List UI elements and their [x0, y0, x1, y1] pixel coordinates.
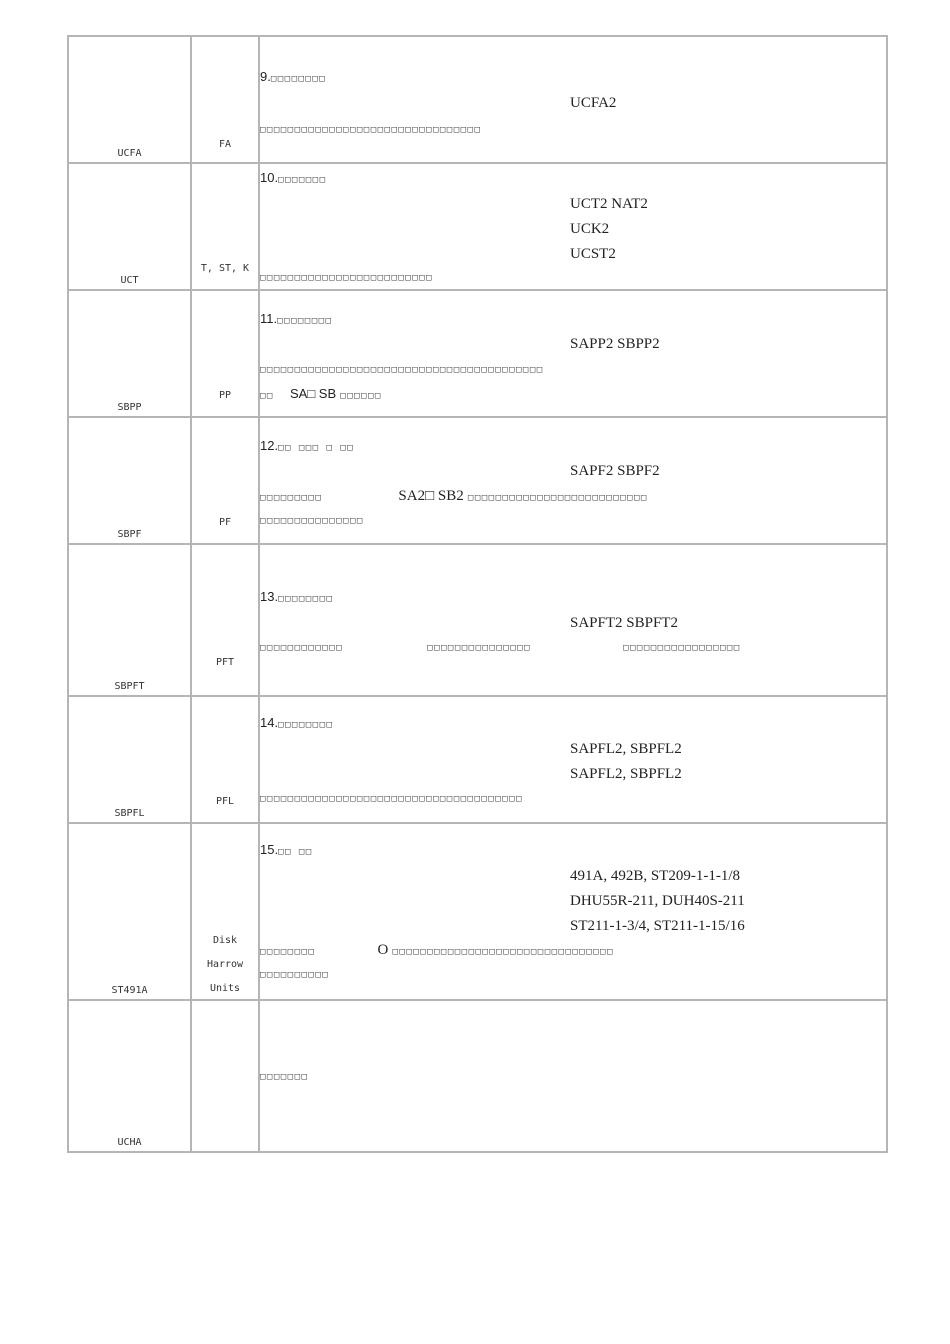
section-number: 10.	[260, 170, 279, 185]
type-cell	[191, 1000, 259, 1152]
section-number: 11.	[260, 311, 278, 326]
type-cell	[191, 417, 259, 544]
bearing-spec-table	[67, 35, 888, 1153]
table-row	[68, 823, 887, 1000]
model-code: SAPFL2, SBPFL2	[570, 741, 682, 757]
section-title: □□□□□□□□	[277, 316, 333, 326]
section-number: 9.	[260, 69, 271, 84]
section-heading	[260, 715, 333, 733]
description-text: □□□□□□□□□□□□□□□□□□□□□□□□□□□□□□□□	[260, 125, 482, 135]
model-code: ST211-1-3/4, ST211-1-15/16	[570, 918, 745, 934]
type-cell	[191, 696, 259, 823]
model-label: ST491A	[111, 985, 148, 996]
section-heading	[260, 69, 326, 87]
type-cell	[191, 544, 259, 696]
section-heading	[260, 842, 313, 860]
type-label: PP	[218, 390, 232, 401]
model-code: UCK2	[570, 221, 610, 237]
description-text: □□□□□□□□□ SA2□ SB2 □□□□□□□□□□□□□□□□□□□□□□□□□□	[260, 488, 648, 504]
table-row	[68, 36, 887, 163]
section-heading	[260, 438, 354, 456]
description-text: □□□□□□□□□□□□ □□□□□□□□□□□□□□□ □□□□□□□□□□□□□□□□□	[260, 643, 741, 653]
description-text: □□□□□□□□□□	[260, 970, 330, 980]
section-number: 15.	[260, 842, 279, 857]
table-row	[68, 417, 887, 544]
description-text: □□□□□□□	[260, 1072, 309, 1082]
description-cell	[259, 290, 887, 417]
model-code: UCFA2	[570, 95, 617, 111]
table-row	[68, 163, 887, 290]
section-title: □□□□□□□□	[278, 720, 334, 730]
description-text: □□ SA□ SB □□□□□□	[260, 386, 382, 401]
section-heading	[260, 311, 332, 329]
model-cell	[68, 823, 191, 1000]
model-cell	[68, 544, 191, 696]
type-label: PF	[218, 517, 232, 528]
type-cell	[191, 36, 259, 163]
model-label: UCHA	[117, 1137, 142, 1148]
type-cell	[191, 823, 259, 1000]
description-cell	[259, 417, 887, 544]
type-label: Disk Harrow Units	[206, 935, 244, 994]
section-number: 14.	[260, 715, 279, 730]
model-label: UCT	[120, 275, 139, 286]
model-code: DHU55R-211, DUH40S-211	[570, 893, 745, 909]
type-label: PFL	[215, 796, 235, 807]
table-row	[68, 544, 887, 696]
section-number: 13.	[260, 589, 279, 604]
type-label: PFT	[215, 657, 235, 668]
model-cell	[68, 1000, 191, 1152]
section-title: □□ □□□ □ □□	[278, 443, 355, 453]
model-code: 491A, 492B, ST209-1-1-1/8	[570, 868, 740, 884]
type-cell	[191, 163, 259, 290]
model-cell	[68, 290, 191, 417]
model-code: SAPFL2, SBPFL2	[570, 766, 682, 782]
type-label: T, ST, K	[200, 263, 250, 274]
description-cell	[259, 163, 887, 290]
model-code: UCST2	[570, 246, 616, 262]
description-text: □□□□□□□□□□□□□□□□□□□□□□□□□□□□□□□□□□□□□□	[260, 794, 523, 804]
model-cell	[68, 417, 191, 544]
model-cell	[68, 696, 191, 823]
model-label: SBPF	[117, 529, 142, 540]
model-code: SAPP2 SBPP2	[570, 336, 660, 352]
description-cell	[259, 823, 887, 1000]
description-cell	[259, 36, 887, 163]
table-row	[68, 696, 887, 823]
section-number: 12.	[260, 438, 279, 453]
model-label: SBPFT	[114, 681, 145, 692]
table-row	[68, 290, 887, 417]
description-text: □□□□□□□□□□□□□□□	[260, 516, 364, 526]
description-text: □□□□□□□□ O □□□□□□□□□□□□□□□□□□□□□□□□□□□□□□□□	[260, 942, 614, 958]
description-cell	[259, 1000, 887, 1152]
model-cell	[68, 36, 191, 163]
model-label: SBPP	[117, 402, 142, 413]
model-code: SAPFT2 SBPFT2	[570, 615, 678, 631]
section-title: □□□□□□□	[278, 175, 327, 185]
model-code: UCT2 NAT2	[570, 196, 648, 212]
section-heading	[260, 170, 327, 188]
section-title: □□ □□	[278, 847, 313, 857]
description-text: □□□□□□□□□□□□□□□□□□□□□□□□□□□□□□□□□□□□□□□□□	[260, 365, 544, 375]
section-heading	[260, 589, 333, 607]
model-cell	[68, 163, 191, 290]
model-label: SBPFL	[114, 808, 145, 819]
description-cell	[259, 544, 887, 696]
model-label: UCFA	[117, 148, 142, 159]
type-label: FA	[218, 139, 232, 150]
section-title: □□□□□□□□	[270, 74, 327, 84]
table-row	[68, 1000, 887, 1152]
model-code: SAPF2 SBPF2	[570, 463, 660, 479]
type-cell	[191, 290, 259, 417]
section-title: □□□□□□□□	[278, 594, 334, 604]
description-cell	[259, 696, 887, 823]
description-text: □□□□□□□□□□□□□□□□□□□□□□□□□	[260, 273, 433, 283]
